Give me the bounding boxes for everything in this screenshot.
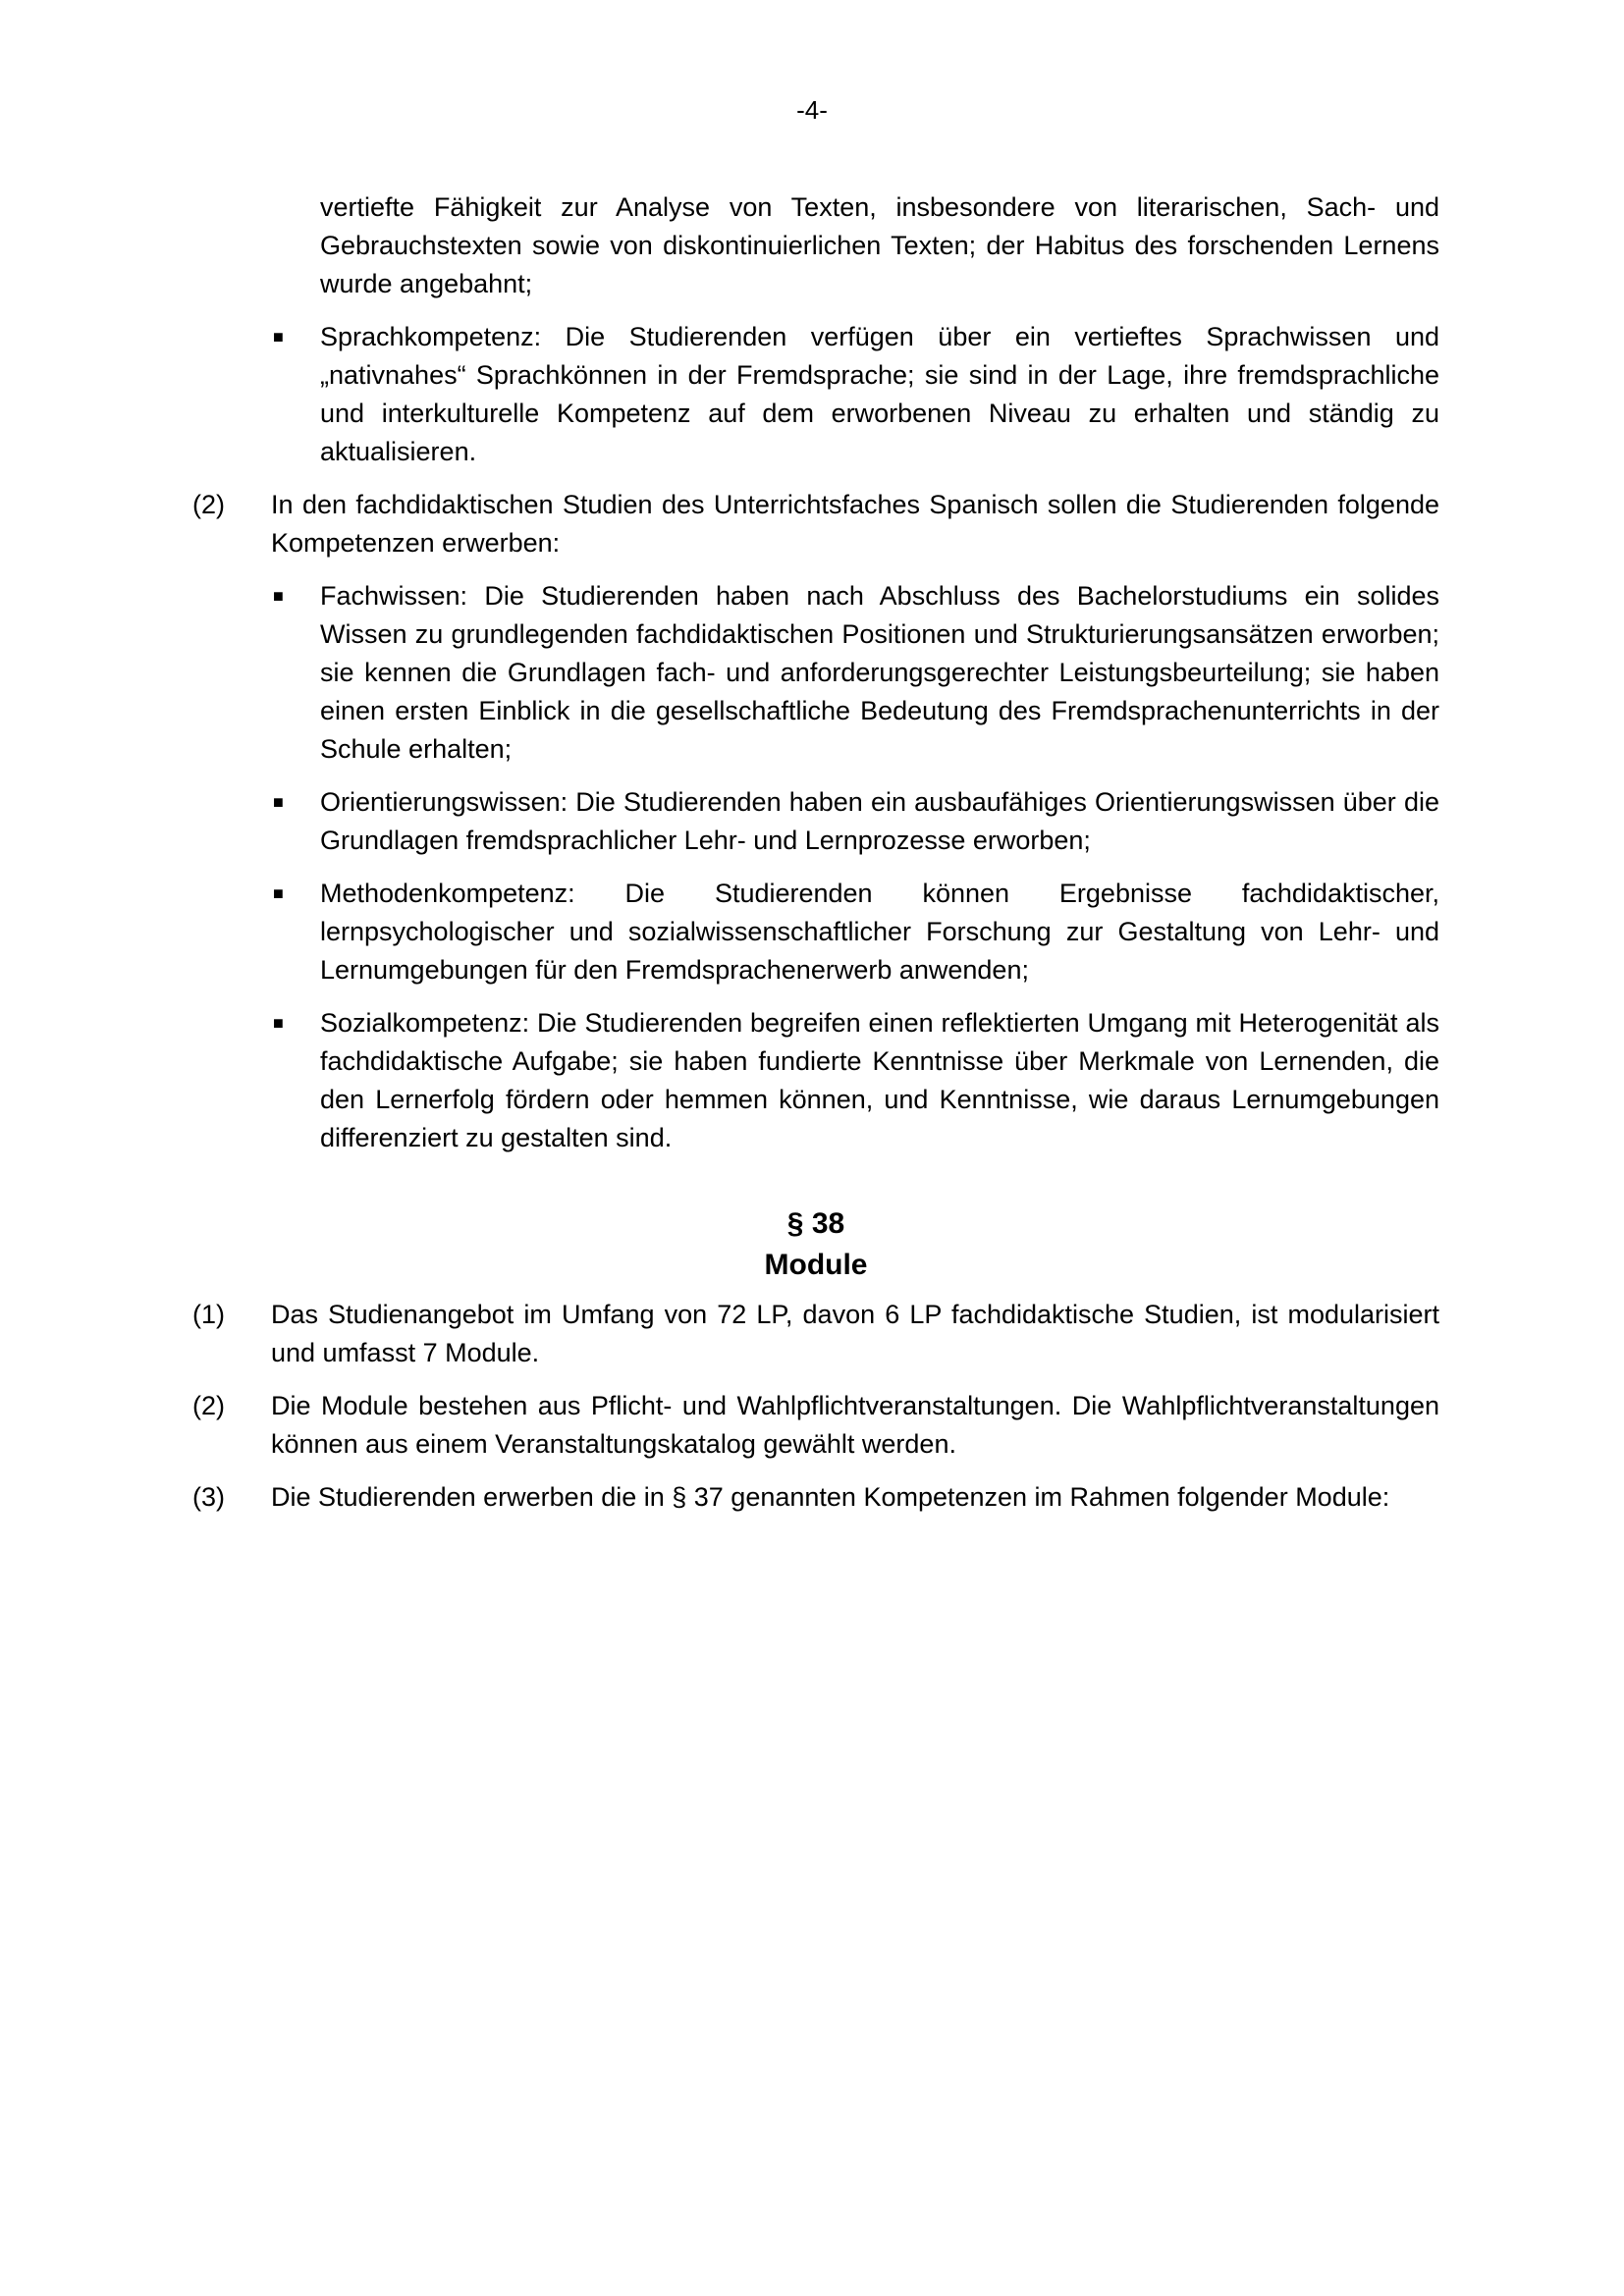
paragraph-text: Die Studierenden erwerben die in § 37 genannten Kompetenzen im Rahmen folgender Module: (271, 1482, 1390, 1512)
paragraph-number: (2) (192, 490, 225, 519)
bullet-item-sprachkompetenz (271, 318, 1439, 471)
page-number: -4- (796, 95, 828, 125)
bullet-text: Sprachkompetenz: Die Studierenden verfügen über ein vertieftes Sprachwissen und „nativnahes“ Sprachkönnen in der Fremdsprache; sie sind in der Lage, ihre fremdsprachliche und interkulturelle Kompetenz auf dem erworbenen Niveau zu erhalten und ständig zu aktualisieren. (320, 322, 1439, 466)
section-number: § 38 (786, 1207, 845, 1240)
square-bullet-icon: ■ (273, 883, 284, 903)
bullet-text: Orientierungswissen: Die Studierenden haben ein ausbaufähiges Orientierungswissen über die Grundlagen fremdsprachlicher Lehr- und Lernprozesse erworben; (320, 787, 1439, 855)
paragraph-number: (2) (192, 1391, 225, 1420)
square-bullet-icon: ■ (273, 586, 284, 606)
paragraph-intro: In den fachdidaktischen Studien des Unterrichtsfaches Spanisch sollen die Studierenden folgende Kompetenzen erwerben: (271, 490, 1439, 558)
bullet-text: Sozialkompetenz: Die Studierenden begreifen einen reflektierten Umgang mit Heterogenität als fachdidaktische Aufgabe; sie haben fundierte Kenntnisse über Merkmale von Lernenden, die den Lernerfolg fördern oder hemmen können, und Kenntnisse, wie daraus Lernumgebungen differenziert zu gestalten sind. (320, 1008, 1439, 1152)
paragraph-number: (1) (192, 1300, 225, 1329)
square-bullet-icon: ■ (273, 792, 284, 812)
document-body (192, 188, 1439, 1531)
paragraph-number: (3) (192, 1482, 225, 1512)
bullet-item-fachwissen (271, 577, 1439, 769)
paragraph-text: Die Module bestehen aus Pflicht- und Wahlpflichtveranstaltungen. Die Wahlpflichtveranstaltungen können aus einem Veranstaltungskatalog gewählt werden. (271, 1391, 1439, 1459)
paragraph-text: Das Studienangebot im Umfang von 72 LP, davon 6 LP fachdidaktische Studien, ist modularisiert und umfasst 7 Module. (271, 1300, 1439, 1367)
square-bullet-icon: ■ (273, 1013, 284, 1033)
section38-paragraph-1 (192, 1296, 1439, 1372)
continuation-paragraph: vertiefte Fähigkeit zur Analyse von Texten, insbesondere von literarischen, Sach- und Gebrauchstexten sowie von diskontinuierlichen Texten; der Habitus des forschenden Lernens wurde angebahnt; (320, 192, 1439, 298)
square-bullet-icon: ■ (273, 327, 284, 347)
paragraph-2-fachdidaktik (192, 486, 1439, 1172)
bullet-item-orientierungswissen (271, 783, 1439, 860)
section-title: Module (764, 1249, 868, 1281)
bullet-item-methodenkompetenz (271, 875, 1439, 989)
paragraph-body (271, 486, 1439, 1172)
bullet-text: Fachwissen: Die Studierenden haben nach Abschluss des Bachelorstudiums ein solides Wissen zu grundlegenden fachdidaktischen Positionen und Strukturierungsansätzen erworben; sie kennen die Grundlagen fach- und anforderungsgerechter Leistungsbeurteilung; sie haben einen ersten Einblick in die gesellschaftliche Bedeutung des Fremdsprachenunterrichts in der Schule erhalten; (320, 581, 1439, 764)
bullet-item-sozialkompetenz (271, 1004, 1439, 1157)
section38-paragraph-3 (192, 1478, 1439, 1517)
bullet-text: Methodenkompetenz: Die Studierenden können Ergebnisse fachdidaktischer, lernpsychologischer und sozialwissenschaftlicher Forschung zur Gestaltung von Lehr- und Lernumgebungen für den Fremdsprachenerwerb anwenden; (320, 879, 1439, 985)
section-heading (192, 1203, 1439, 1286)
section38-paragraph-2 (192, 1387, 1439, 1464)
